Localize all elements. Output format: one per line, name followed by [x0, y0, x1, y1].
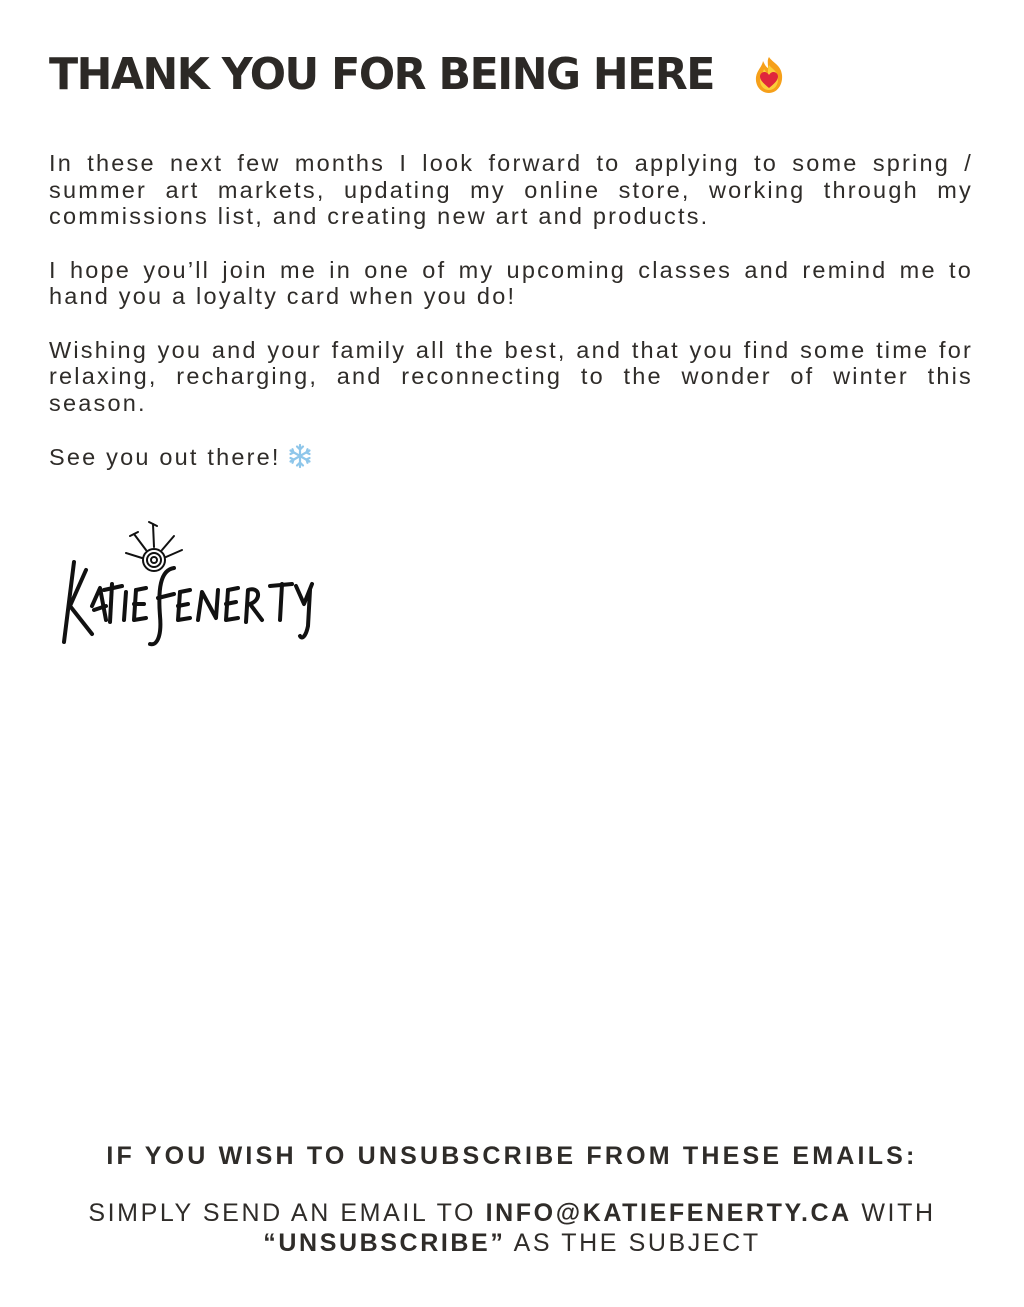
instructions-suffix: AS THE SUBJECT [505, 1229, 761, 1257]
subject-keyword: “UNSUBSCRIBE” [263, 1229, 506, 1257]
sign-off-text: See you out there! [49, 444, 281, 470]
paragraph-classes: I hope you’ll join me in one of my upcoming classes and remind me to hand you a loyalty card when you do! [49, 256, 973, 309]
unsubscribe-instructions [0, 1198, 1024, 1258]
letter-body [49, 150, 973, 498]
heart-on-fire-icon [751, 55, 787, 95]
sign-off [49, 443, 973, 471]
instructions-prefix: SIMPLY SEND AN EMAIL TO [88, 1199, 486, 1227]
paragraph-plans: In these next few months I look forward to applying to some spring / summer art markets, updating my online store, working through my commissions list, and creating new art and products. [49, 150, 973, 229]
paragraph-wishes: Wishing you and your family all the best, and that you find some time for relaxing, recharging, and reconnecting to the wonder of winter this season. [49, 336, 973, 416]
page-title: THANK YOU FOR BEING HERE [49, 49, 715, 100]
title-row [49, 50, 787, 100]
snowflake-icon [287, 443, 313, 469]
unsubscribe-heading: IF YOU WISH TO UNSUBSCRIBE FROM THESE EMAILS: [106, 1142, 918, 1170]
signature-logo [56, 520, 356, 650]
instructions-middle: WITH [851, 1199, 936, 1227]
contact-email: INFO@KATIEFENERTY.CA [485, 1199, 852, 1227]
